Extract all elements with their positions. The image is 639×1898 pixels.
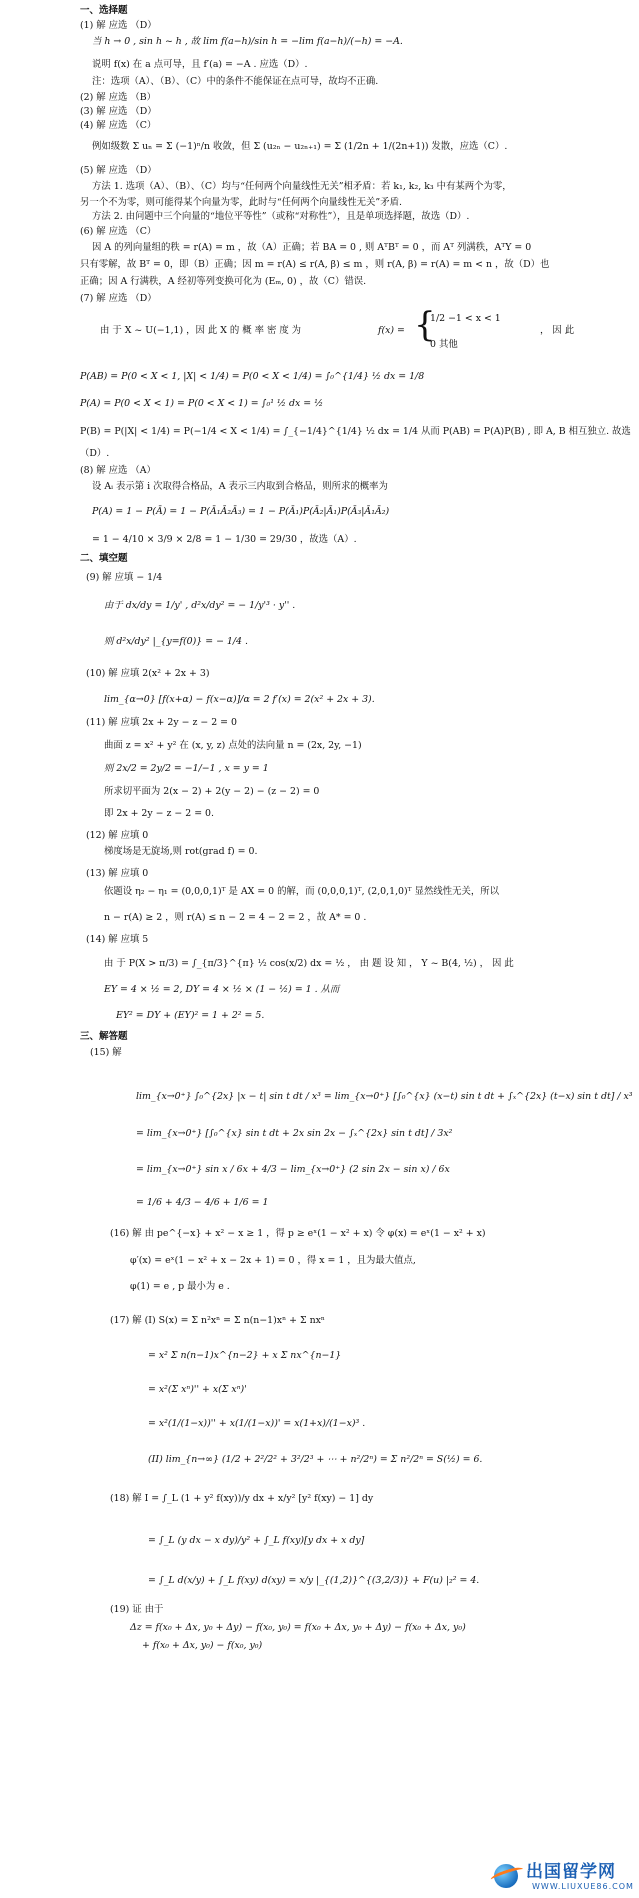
text-line: 设 Aᵢ 表示第 i 次取得合格品，A 表示三内取到合格品，则所求的概率为 <box>92 481 388 492</box>
text-line: 由 于 P(X > π/3) = ∫_{π/3}^{π} ½ cos(x/2) dx = ½ ， 由 题 设 知 ， Y ~ B(4, ½) ， 因 此 <box>104 958 514 969</box>
text-line: (5) 解 应选 （D） <box>80 165 157 176</box>
text-line: 方法 1. 选项（A）、（B）、（C）均与“任何两个向量线性无关”相矛盾：若 k₁, k₂, k₃ 中有某两个为零， <box>92 181 512 192</box>
text-line: (13) 解 应填 0 <box>86 868 149 879</box>
watermark-url: WWW.LIUXUE86.COM <box>532 1882 634 1891</box>
text-line: 依题设 η₂ − η₁ = (0,0,0,1)ᵀ 是 AX = 0 的解，而 (0,0,0,1)ᵀ, (2,0,1,0)ᵀ 显然线性无关，所以 <box>104 886 499 897</box>
text-line: 由于 dx/dy = 1/y' , d²x/dy² = − 1/y'³ · y'' . <box>104 600 296 611</box>
text-line: 梯度场是无旋场,则 rot(grad f) = 0. <box>104 846 258 857</box>
text-line: (10) 解 应填 2(x² + 2x + 3) <box>86 668 210 679</box>
section-heading: 二、填空题 <box>80 553 128 564</box>
text-line: = ∫_L d(x/y) + ∫_L f(xy) d(xy) = x/y |_{(1,2)}^{(3,2/3)} + F(u) |₂² = 4. <box>148 1575 480 1586</box>
text-line: 说明 f(x) 在 a 点可导，且 f′(a) = −A . 应选（D）. <box>92 59 308 70</box>
text-line: (15) 解 <box>90 1047 122 1058</box>
text-line: 1/2 −1 < x < 1 <box>430 313 501 324</box>
text-line: 当 h → 0 , sin h ~ h , 故 lim f(a−h)/sin h = −lim f(a−h)/(−h) = −A. <box>92 36 403 47</box>
text-line: 0 其他 <box>430 339 458 350</box>
text-line: (7) 解 应选 （D） <box>80 293 157 304</box>
text-line: (II) lim_{n→∞} (1/2 + 2²/2² + 3²/2³ + ⋯ + n²/2ⁿ) = Σ n²/2ⁿ = S(½) = 6. <box>148 1454 483 1465</box>
text-line: lim_{α→0} [f(x+α) − f(x−α)]/α = 2 f′(x) = 2(x² + 2x + 3). <box>104 694 375 705</box>
text-line: 由 于 X ~ U(−1,1) ，因 此 X 的 概 率 密 度 为 <box>100 325 302 336</box>
text-line: 只有零解，故 Bᵀ = 0，即（B）正确；因 m = r(A) ≤ r(A, β) ≤ m ，则 r(A, β) = r(A) = m < n ，故（D）也 <box>80 259 550 270</box>
text-line: P(A) = 1 − P(Ā) = 1 − P(Ā₁Ā₂Ā₃) = 1 − P(Ā₁)P(Ā₂|Ā₁)P(Ā₃|Ā₁Ā₂) <box>92 506 390 517</box>
text-line: = lim_{x→0⁺} sin x / 6x + 4/3 − lim_{x→0⁺} (2 sin 2x − sin x) / 6x <box>136 1164 450 1175</box>
text-line: = lim_{x→0⁺} [∫₀^{x} sin t dt + 2x sin 2x − ∫ₓ^{2x} sin t dt] / 3x² <box>136 1128 453 1139</box>
text-line: 另一个不为零，则可能得某个向量为零，此时与“任何两个向量线性无关”矛盾. <box>80 197 402 208</box>
text-line: 则 2x/2 = 2y/2 = −1/−1 , x = y = 1 <box>104 763 269 774</box>
watermark-title: 出国留学网 <box>526 1862 616 1882</box>
text-line: P(B) = P(|X| < 1/4) = P(−1/4 < X < 1/4) = ∫_{−1/4}^{1/4} ½ dx = 1/4 从而 P(AB) = P(A)P(B) , 即 A, B 相互独立. 故选 <box>80 426 631 437</box>
text-line: 即 2x + 2y − z − 2 = 0. <box>104 808 214 819</box>
text-line: P(AB) = P(0 < X < 1, |X| < 1/4) = P(0 < X < 1/4) = ∫₀^{1/4} ½ dx = 1/8 <box>80 371 425 382</box>
piecewise-brace: { <box>414 305 436 345</box>
text-line: (4) 解 应选 （C） <box>80 120 157 131</box>
text-line: 因 A 的列向量组的秩 = r(A) = m ，故（A）正确；若 BA = 0 , 则 AᵀBᵀ = 0 ，而 Aᵀ 列满秩，AᵀY = 0 <box>92 242 532 253</box>
text-line: + f(x₀ + Δx, y₀) − f(x₀, y₀) <box>142 1640 263 1651</box>
text-line: (16) 解 由 pe^{−x} + x² − x ≥ 1 ，得 p ≥ eˣ(1 − x² + x) 令 φ(x) = eˣ(1 − x² + x) <box>110 1228 486 1239</box>
text-line: (9) 解 应填 − 1/4 <box>86 572 163 583</box>
text-line: 方法 2. 由问题中三个向量的“地位平等性”（或称“对称性”），且是单项选择题，故选（D）. <box>92 211 470 222</box>
text-line: (1) 解 应选 （D） <box>80 20 157 31</box>
text-line: (2) 解 应选 （B） <box>80 92 156 103</box>
text-line: 则 d²x/dy² |_{y=f(0)} = − 1/4 . <box>104 636 248 647</box>
text-line: EY² = DY + (EY)² = 1 + 2² = 5. <box>116 1010 265 1021</box>
text-line: φ′(x) = eˣ(1 − x² + x − 2x + 1) = 0 ，得 x = 1 ，且为最大值点, <box>130 1255 416 1266</box>
text-line: 正确；因 A 行满秩，A 经初等列变换可化为 (Eₘ, 0) ，故（C）错误. <box>80 276 367 287</box>
text-line: = x²(1/(1−x))'' + x(1/(1−x))' = x(1+x)/(1−x)³ . <box>148 1418 366 1429</box>
text-line: (11) 解 应填 2x + 2y − z − 2 = 0 <box>86 717 237 728</box>
text-line: (19) 证 由于 <box>110 1604 164 1615</box>
text-line: (8) 解 应选 （A） <box>80 465 156 476</box>
text-line: = x² Σ n(n−1)x^{n−2} + x Σ nx^{n−1} <box>148 1350 342 1361</box>
text-line: EY = 4 × ½ = 2, DY = 4 × ½ × (1 − ½) = 1 . 从而 <box>104 984 340 995</box>
text-line: = 1/6 + 4/3 − 4/6 + 1/6 = 1 <box>136 1197 269 1208</box>
text-line: ， 因 此 <box>540 325 575 336</box>
text-line: P(A) = P(0 < X < 1) = P(0 < X < 1) = ∫₀¹ ½ dx = ½ <box>80 398 324 409</box>
text-line: (17) 解 (I) S(x) = Σ n²xⁿ = Σ n(n−1)xⁿ + Σ nxⁿ <box>110 1315 325 1326</box>
text-line: 例如级数 Σ uₙ = Σ (−1)ⁿ/n 收敛，但 Σ (u₂ₙ − u₂ₙ₊₁) = Σ (1/2n + 1/(2n+1)) 发散，应选（C）. <box>92 141 508 152</box>
text-line: (12) 解 应填 0 <box>86 830 149 841</box>
site-watermark-logo <box>488 1860 636 1894</box>
text-line: = ∫_L (y dx − x dy)/y² + ∫_L f(xy)[y dx + x dy] <box>148 1535 365 1546</box>
text-line: 所求切平面为 2(x − 2) + 2(y − 2) − (z − 2) = 0 <box>104 786 320 797</box>
text-line: φ(1) = e , p 最小为 e . <box>130 1281 230 1292</box>
section-heading: 一、选择题 <box>80 5 128 16</box>
text-line: (14) 解 应填 5 <box>86 934 149 945</box>
text-line: = x²(Σ xⁿ)'' + x(Σ xⁿ)' <box>148 1384 247 1395</box>
text-line: Δz = f(x₀ + Δx, y₀ + Δy) − f(x₀, y₀) = f(x₀ + Δx, y₀ + Δy) − f(x₀ + Δx, y₀) <box>130 1622 466 1633</box>
text-line: (18) 解 I = ∫_L (1 + y² f(xy))/y dx + x/y² [y² f(xy) − 1] dy <box>110 1493 374 1504</box>
section-heading: 三、解答题 <box>80 1031 128 1042</box>
text-line: lim_{x→0⁺} ∫₀^{2x} |x − t| sin t dt / x³ = lim_{x→0⁺} [∫₀^{x} (x−t) sin t dt + ∫ₓ^{2x} (t−x) sin t dt] / x³ <box>136 1091 633 1102</box>
text-line: 注：选项（A）、（B）、（C）中的条件不能保证在点可导，故均不正确. <box>92 76 379 87</box>
text-line: (3) 解 应选 （D） <box>80 106 157 117</box>
text-line: = 1 − 4/10 × 3/9 × 2/8 = 1 − 1/30 = 29/30 ，故选（A）. <box>92 534 357 545</box>
text-line: 曲面 z = x² + y² 在 (x, y, z) 点处的法向量 n = (2x, 2y, −1) <box>104 740 362 751</box>
text-line: n − r(A) ≥ 2 ，则 r(A) ≤ n − 2 = 4 − 2 = 2 ，故 A* = 0 . <box>104 912 367 923</box>
text-line: (6) 解 应选 （C） <box>80 226 157 237</box>
text-line: （D）. <box>80 448 110 459</box>
text-line: f(x) = <box>378 325 405 336</box>
